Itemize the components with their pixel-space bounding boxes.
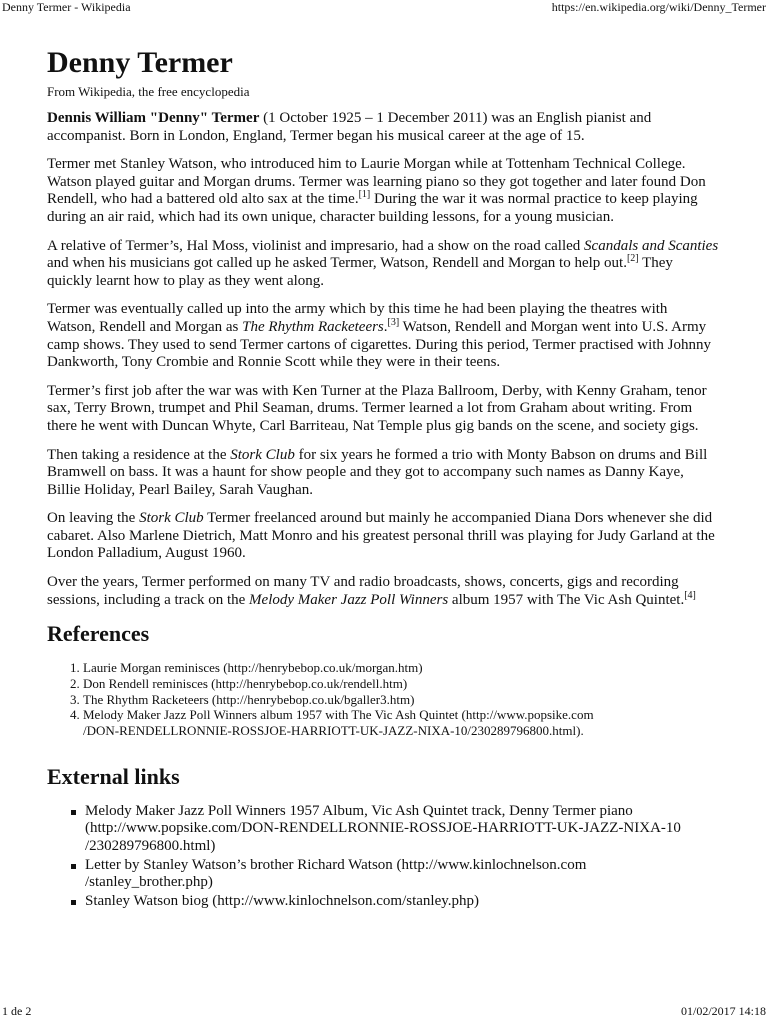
bullet-icon	[71, 864, 76, 869]
print-page-number: 1 de 2	[2, 1004, 32, 1018]
article-paragraph-6: Then taking a residence at the Stork Club for six years he formed a trio with Monty Babson on drums and Bill Bramwell on bass. It was a haunt for show people and they got to accompany such names as Danny Kaye, Billie Holiday, Pearl Bailey, Sarah Vaughan.	[47, 446, 708, 498]
citation-link[interactable]: [2]	[626, 253, 639, 265]
article-tagline: From Wikipedia, the free encyclopedia	[47, 84, 250, 99]
page-title: Denny Termer	[47, 46, 233, 79]
print-header	[0, 0, 768, 18]
reference-item[interactable]: 2. Don Rendell reminisces (http://henrybebop.co.uk/rendell.htm)	[83, 676, 719, 692]
article-paragraph-3: A relative of Termer’s, Hal Moss, violinist and impresario, had a show on the road called Scandals and Scanties and when his musicians got called up he asked Termer, Watson, Rendell and Morgan to help out.[2] They quickly learnt how to play as they went along.	[47, 237, 719, 289]
print-url[interactable]: https://en.wikipedia.org/wiki/Denny_Termer	[551, 0, 766, 14]
external-link-item[interactable]: Letter by Stanley Watson’s brother Richard Watson (http://www.kinlochnelson.com /stanley_brother.php)	[85, 857, 719, 892]
bullet-icon	[71, 900, 76, 905]
print-timestamp: 01/02/2017 14:18	[680, 1004, 766, 1018]
article-paragraph-1: Dennis William "Denny" Termer (1 October 1925 – 1 December 2011) was an English pianist and accompanist. Born in London, England, Termer began his musical career at the age of 15.	[47, 110, 652, 144]
print-page-title: Denny Termer - Wikipedia	[2, 0, 131, 14]
reference-item[interactable]: 1. Laurie Morgan reminisces (http://henrybebop.co.uk/morgan.htm)	[83, 660, 719, 676]
external-link-item[interactable]: Stanley Watson biog (http://www.kinlochnelson.com/stanley.php)	[85, 893, 719, 911]
external-links-list	[47, 803, 719, 911]
reference-item[interactable]: 4. Melody Maker Jazz Poll Winners album 1957 with The Vic Ash Quintet (http://www.popsike.com /DON-RENDELLRONNIE-ROSSJOE-HARRIOTT-UK-JAZZ-NIXA-10/230289796800.html).	[83, 707, 719, 738]
citation-link[interactable]: [1]	[358, 189, 371, 201]
external-link-item[interactable]: Melody Maker Jazz Poll Winners 1957 Album, Vic Ash Quintet track, Denny Termer piano (http://www.popsike.com/DON-RENDELLRONNIE-ROSSJOE-HARRIOTT-UK-JAZZ-NIXA-10 /230289796800.html)	[85, 803, 719, 856]
article-paragraph-8: Over the years, Termer performed on many TV and radio broadcasts, shows, concerts, gigs and recording sessions, including a track on the Melody Maker Jazz Poll Winners album 1957 with The Vic Ash Quintet.[4]	[47, 574, 696, 608]
article-paragraph-2: Termer met Stanley Watson, who introduced him to Laurie Morgan while at Tottenham Technical College. Watson played guitar and Morgan drums. Termer was learning piano so they got together and later found Don Rendell, who had a battered old alto sax at the time.[1] During the war it was normal practice to keep playing during an air raid, which had its own unique, character building lessons, for a young musician.	[47, 156, 706, 225]
citation-link[interactable]: [4]	[684, 589, 696, 601]
article-content	[47, 44, 719, 911]
article-paragraph-4: Termer was eventually called up into the army which by this time he had been playing the theatres with Watson, Rendell and Morgan as The Rhythm Racketeers.[3] Watson, Rendell and Morgan went into U.S. Army camp shows. They used to send Termer cartons of cigarettes. During this period, Termer practised with Johnny Dankworth, Tony Crombie and Ronnie Scott while they were in their teens.	[47, 301, 711, 371]
references-list	[47, 660, 719, 739]
article-paragraph-7: On leaving the Stork Club Termer freelanced around but mainly he accompanied Diana Dors whenever she did cabaret. Also Marlene Dietrich, Matt Monro and his greatest personal thrill was playing for Judy Garland at the London Palladium, August 1960.	[47, 510, 715, 562]
subject-name: Dennis William "Denny" Termer	[47, 110, 260, 126]
article-paragraph-5: Termer’s first job after the war was with Ken Turner at the Plaza Ballroom, Derby, with Kenny Graham, tenor sax, Terry Brown, trumpet and Phil Seaman, drums. Termer learned a lot from Graham about writing. From there he went with Duncan Whyte, Carl Barriteau, Nat Temple plus gig bands on the scene, and society gigs.	[47, 382, 707, 434]
references-heading: References	[47, 621, 150, 647]
print-footer	[0, 1004, 768, 1018]
reference-item[interactable]: 3. The Rhythm Racketeers (http://henrybebop.co.uk/bgaller3.htm)	[83, 692, 719, 708]
external-links-heading: External links	[47, 763, 180, 789]
citation-link[interactable]: [3]	[387, 316, 400, 328]
bullet-icon	[71, 810, 76, 815]
